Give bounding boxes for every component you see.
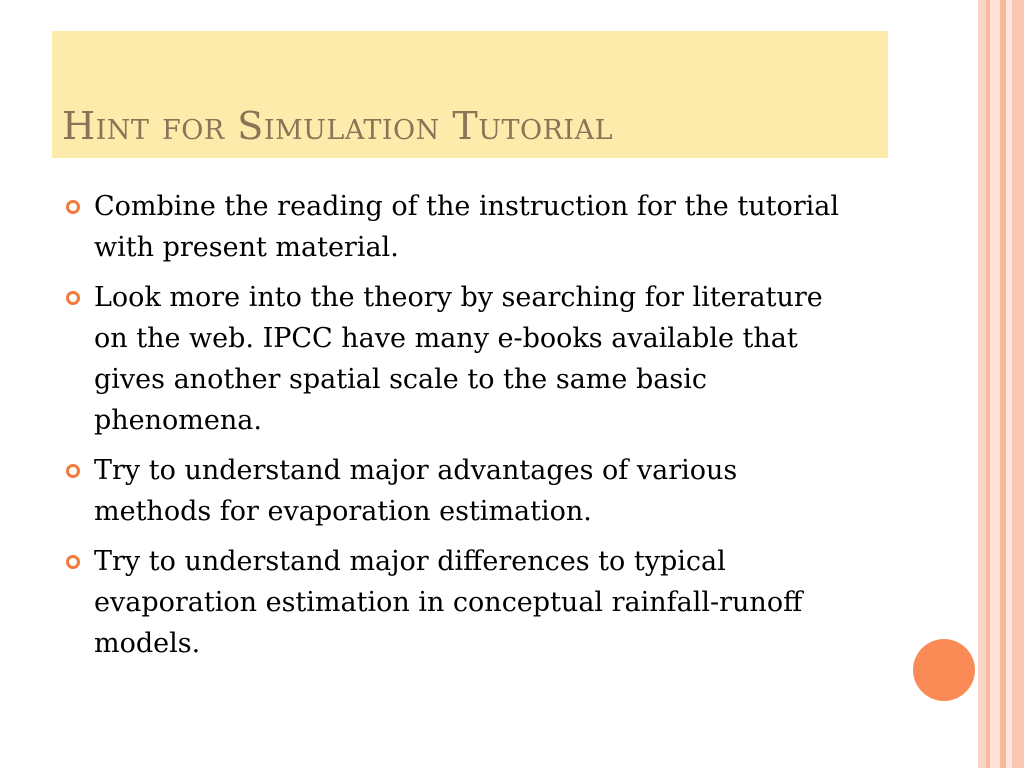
bullet-text: Try to understand major advantages of various methods for evaporation estimation.	[94, 455, 738, 527]
bullet-text: Look more into the theory by searching for literature on the web. IPCC have many e-books available that gives another spatial scale to the same basic phenomena.	[94, 282, 823, 436]
bullet-item	[62, 450, 862, 532]
side-stripe	[978, 0, 986, 768]
hollow-circle-bullet-icon	[66, 464, 80, 478]
orange-circle-icon	[913, 639, 975, 701]
bullet-text: Try to understand major differences to typical evaporation estimation in conceptual rainfall-runoff models.	[94, 546, 803, 659]
side-stripe	[990, 0, 1000, 768]
bullet-item	[62, 541, 862, 664]
hollow-circle-bullet-icon	[66, 200, 80, 214]
bullet-text: Combine the reading of the instruction for the tutorial with present material.	[94, 191, 839, 263]
side-stripe	[1012, 0, 1024, 768]
bullet-item	[62, 277, 862, 441]
hollow-circle-bullet-icon	[66, 555, 80, 569]
slide-title: Hint for Simulation Tutorial	[62, 104, 614, 148]
bullet-item	[62, 186, 862, 268]
hollow-circle-bullet-icon	[66, 291, 80, 305]
bullet-list	[62, 186, 862, 673]
